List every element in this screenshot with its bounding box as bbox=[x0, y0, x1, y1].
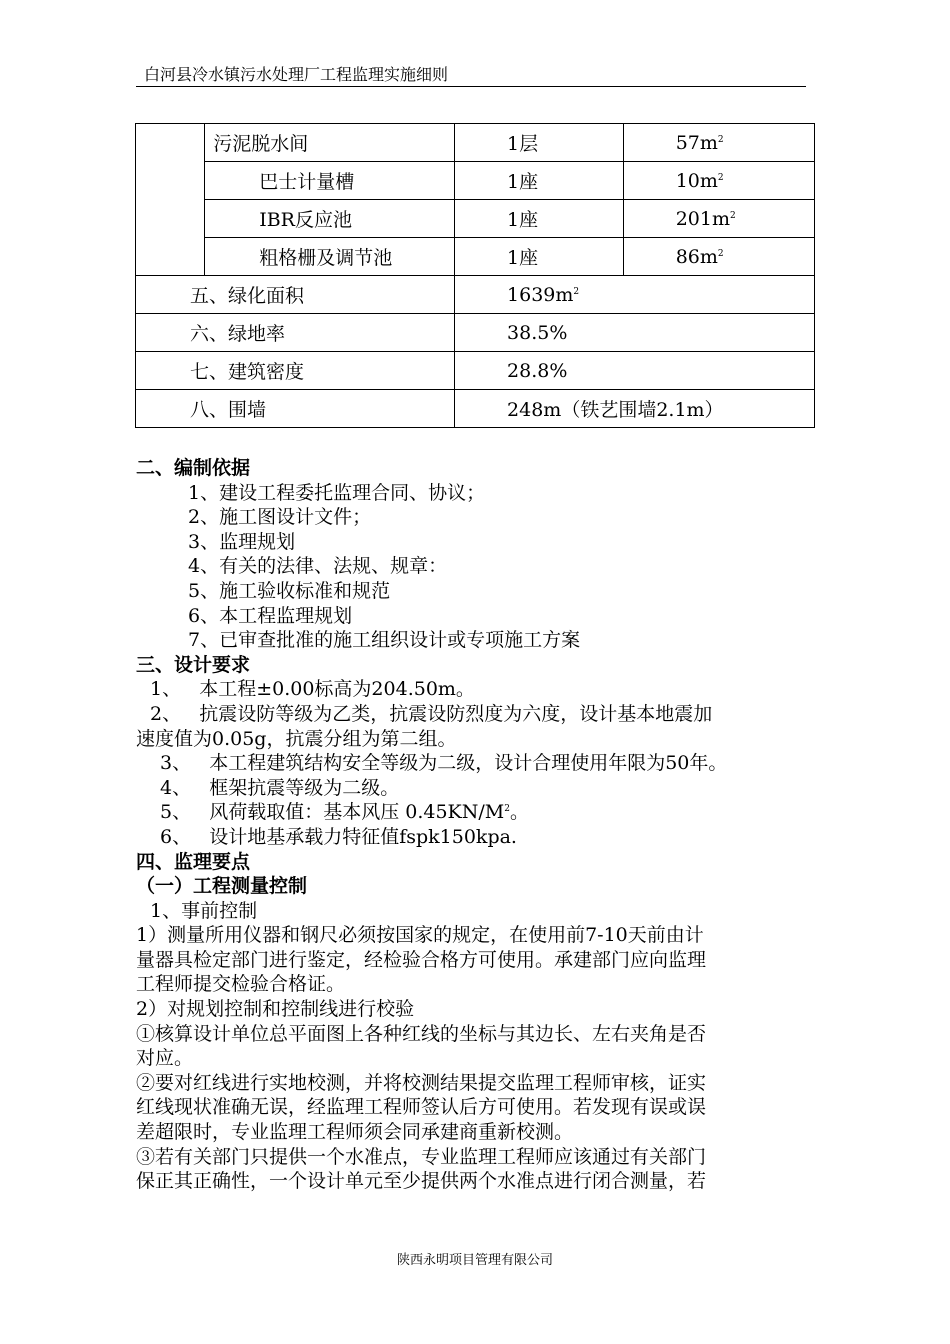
area-value: 86m bbox=[675, 245, 718, 268]
table-cell-label: 五、绿化面积 bbox=[136, 276, 455, 314]
paragraph-line: ②要对红线进行实地校测，并将校测结果提交监理工程师审核，证实 bbox=[136, 1071, 707, 1094]
subsection-heading: （一）工程测量控制 bbox=[136, 875, 308, 898]
paragraph-line: ③若有关部门只提供一个水准点，专业监理工程师应该通过有关部门 bbox=[136, 1145, 707, 1168]
section-heading: 二、编制依据 bbox=[136, 457, 251, 479]
section-heading: 四、监理要点 bbox=[136, 850, 251, 873]
document-header-title: 白河县冷水镇污水处理厂工程监理实施细则 bbox=[144, 65, 449, 84]
table-cell-qty: 1座 bbox=[455, 162, 624, 200]
table-cell-qty: 1座 bbox=[455, 200, 624, 238]
table-cell-qty: 1层 bbox=[455, 124, 624, 162]
list-item: 1、建设工程委托监理合同、协议； bbox=[188, 481, 486, 504]
area-unit-sup: 2 bbox=[717, 172, 724, 183]
table-row bbox=[136, 314, 815, 352]
table-cell-name: 污泥脱水间 bbox=[205, 124, 455, 162]
value-unit-sup: 2 bbox=[573, 286, 580, 297]
table-cell-value bbox=[455, 276, 815, 314]
list-item-continuation: 速度值为0.05g，抗震分组为第二组。 bbox=[136, 727, 457, 750]
table-cell-area bbox=[623, 162, 814, 200]
table-cell-value: 248m（铁艺围墙2.1m） bbox=[455, 390, 815, 428]
list-item: 6、 设计地基承载力特征值fspk150kpa. bbox=[160, 825, 517, 848]
table-cell-name: 粗格栅及调节池 bbox=[205, 238, 455, 276]
list-item: 1、 本工程±0.00标高为204.50m。 bbox=[150, 678, 475, 701]
paragraph-line: 红线现状准确无误，经监理工程师签认后方可使用。若发现有误或误 bbox=[136, 1096, 707, 1119]
paragraph-line: 2）对规划控制和控制线进行校验 bbox=[136, 998, 415, 1021]
value-text: 1639m bbox=[507, 283, 574, 306]
paragraph-line: 保正其正确性，一个设计单元至少提供两个水准点进行闭合测量，若 bbox=[136, 1170, 707, 1193]
header-divider bbox=[136, 86, 806, 87]
document-body bbox=[136, 456, 816, 1194]
list-item-text: 5、 风荷载取值：基本风压 0.45KN/M bbox=[160, 801, 505, 824]
list-item: 3、 本工程建筑结构安全等级为二级，设计合理使用年限为50年。 bbox=[160, 752, 728, 775]
table-cell-name: 巴士计量槽 bbox=[205, 162, 455, 200]
paragraph-line: 差超限时，专业监理工程师须会同承建商重新校测。 bbox=[136, 1121, 574, 1144]
table-merged-cell bbox=[136, 124, 205, 276]
area-unit-sup: 2 bbox=[717, 248, 724, 259]
paragraph-line: 对应。 bbox=[136, 1047, 194, 1070]
paragraph-line: 工程师提交检验合格证。 bbox=[136, 973, 346, 996]
table-cell-area bbox=[623, 200, 814, 238]
table-row bbox=[136, 276, 815, 314]
table-cell-value: 38.5% bbox=[455, 314, 815, 352]
table-row bbox=[136, 124, 815, 162]
list-item: 4、有关的法律、法规、规章： bbox=[188, 555, 448, 578]
table-cell-qty: 1座 bbox=[455, 238, 624, 276]
paragraph-line: 1）测量所用仪器和钢尺必须按国家的规定，在使用前7-10天前由计 bbox=[136, 924, 704, 947]
table-cell-area bbox=[623, 238, 814, 276]
area-unit-sup: 2 bbox=[730, 210, 736, 221]
table-cell-value: 28.8% bbox=[455, 352, 815, 390]
footer-company: 陕西永明项目管理有限公司 bbox=[396, 1253, 553, 1268]
table-row bbox=[136, 238, 815, 276]
list-item: 7、已审查批准的施工组织设计或专项施工方案 bbox=[188, 629, 581, 652]
list-item: 4、 框架抗震等级为二级。 bbox=[160, 776, 400, 799]
project-summary-table bbox=[135, 123, 815, 428]
table-cell-label: 六、绿地率 bbox=[136, 314, 455, 352]
list-item: 5、施工验收标准和规范 bbox=[188, 579, 391, 602]
list-item: 2、 抗震设防等级为乙类，抗震设防烈度为六度，设计基本地震加 bbox=[150, 702, 713, 725]
table-cell-label: 八、围墙 bbox=[136, 390, 455, 428]
list-item: 3、监理规划 bbox=[188, 530, 296, 553]
table-row bbox=[136, 200, 815, 238]
list-item bbox=[136, 800, 816, 825]
table-cell-label: 七、建筑密度 bbox=[136, 352, 455, 390]
unit-sup: 2 bbox=[504, 804, 510, 815]
area-value: 10m bbox=[675, 169, 718, 192]
list-item: 6、本工程监理规划 bbox=[188, 604, 353, 627]
table-cell-name: IBR反应池 bbox=[205, 200, 455, 238]
list-item-tail: 。 bbox=[509, 801, 529, 824]
table-row bbox=[136, 352, 815, 390]
paragraph-line: 量器具检定部门进行鉴定，经检验合格方可使用。承建部门应向监理 bbox=[136, 948, 707, 971]
area-value: 201m bbox=[675, 207, 730, 230]
table-row bbox=[136, 390, 815, 428]
area-value: 57m bbox=[675, 131, 718, 154]
table-row bbox=[136, 162, 815, 200]
paragraph-line: 1、事前控制 bbox=[150, 899, 258, 922]
list-item: 2、施工图设计文件； bbox=[188, 506, 372, 529]
paragraph-line: ①核算设计单位总平面图上各种红线的坐标与其边长、左右夹角是否 bbox=[136, 1022, 707, 1045]
area-unit-sup: 2 bbox=[717, 134, 724, 145]
section-heading: 三、设计要求 bbox=[136, 653, 251, 676]
table-cell-area bbox=[623, 124, 814, 162]
